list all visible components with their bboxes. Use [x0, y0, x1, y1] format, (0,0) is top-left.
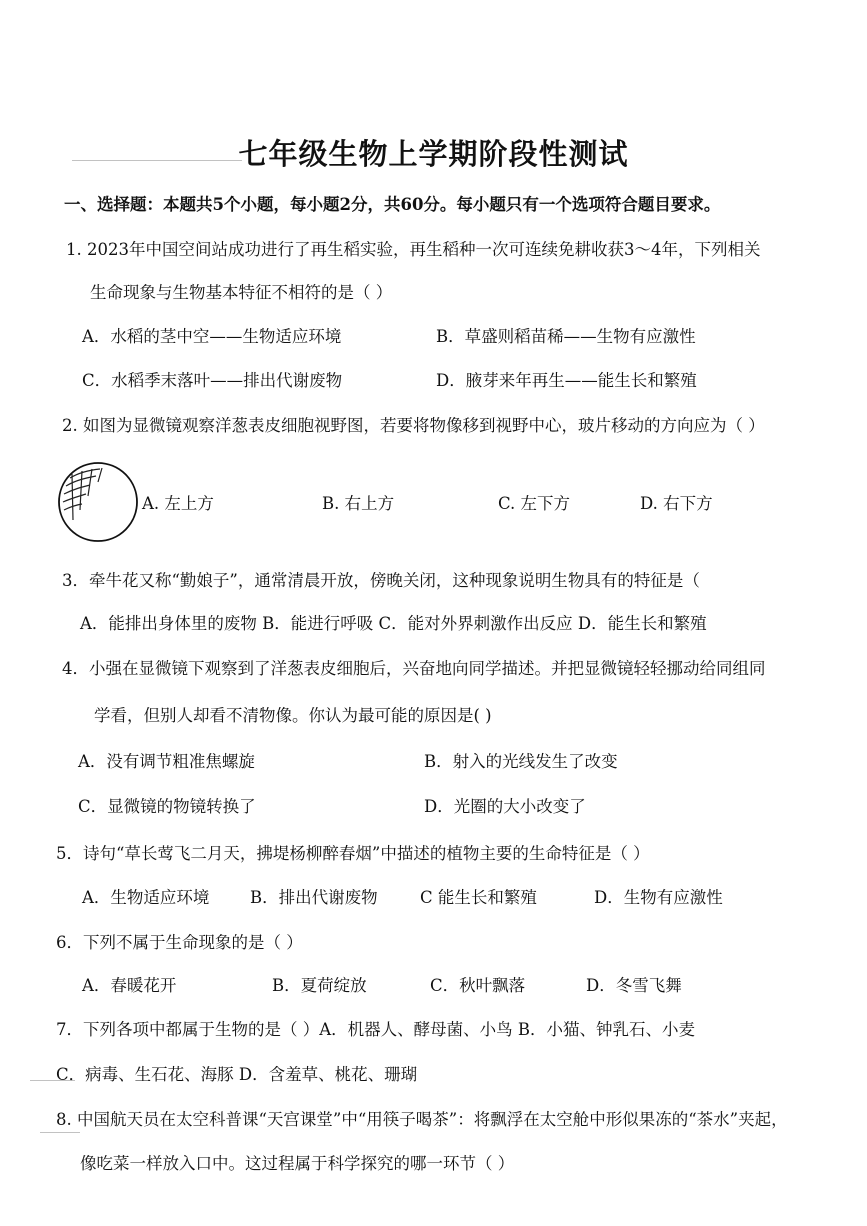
microscope-field-figure — [56, 460, 140, 544]
question-4-option-c: C．显微镜的物镜转换了 — [78, 797, 256, 816]
question-1-option-d: D．腋芽来年再生——能生长和繁殖 — [436, 371, 697, 390]
question-3-stem: 3．牵牛花又称“勤娘子”，通常清晨开放，傍晚关闭，这种现象说明生物具有的特征是（ — [62, 571, 700, 590]
question-1-stem-cont: 生命现象与生物基本特征不相符的是（ ） — [90, 283, 393, 302]
question-6-option-b: B．夏荷绽放 — [272, 976, 367, 995]
question-3-options: A．能排出身体里的废物 B．能进行呼吸 C．能对外界刺激作出反应 D．能生长和繁殖 — [80, 614, 707, 633]
question-4-stem-cont: 学看，但别人却看不清物像。你认为最可能的原因是( ) — [94, 706, 492, 725]
scan-artifact — [40, 1132, 80, 1133]
question-7-options-cont: C．病毒、生石花、海豚 D．含羞草、桃花、珊瑚 — [56, 1065, 418, 1084]
question-5-option-a: A．生物适应环境 — [82, 888, 210, 907]
question-1-option-c: C．水稻季末落叶——排出代谢废物 — [82, 371, 343, 390]
question-6-stem: 6．下列不属于生命现象的是（ ） — [56, 933, 303, 952]
question-4-option-d: D．光圈的大小改变了 — [424, 797, 586, 816]
question-2-option-b: B. 右上方 — [322, 494, 395, 513]
question-5-option-c: C 能生长和繁殖 — [420, 888, 537, 907]
question-2-option-a: A. 左上方 — [142, 494, 214, 513]
question-5-stem: 5．诗句“草长莺飞二月天，拂堤杨柳醉春烟”中描述的植物主要的生命特征是（ ） — [56, 844, 650, 863]
question-2-option-c: C. 左下方 — [498, 494, 571, 513]
question-7-stem: 7．下列各项中都属于生物的是（ ）A．机器人、酵母菌、小鸟 B．小猫、钟乳石、小麦 — [56, 1020, 696, 1039]
question-5-option-d: D．生物有应激性 — [594, 888, 723, 907]
question-6-option-c: C．秋叶飘落 — [430, 976, 526, 995]
question-4-stem: 4．小强在显微镜下观察到了洋葱表皮细胞后，兴奋地向同学描述。并把显微镜轻轻挪动给同组同 — [62, 659, 766, 678]
question-6-option-a: A．春暖花开 — [82, 976, 177, 995]
question-6-option-d: D．冬雪飞舞 — [586, 976, 682, 995]
question-8-stem-cont: 像吃菜一样放入口中。这过程属于科学探究的哪一环节（ ） — [80, 1154, 515, 1173]
question-1-option-a: A．水稻的茎中空——生物适应环境 — [82, 327, 342, 346]
section-heading: 一、选择题：本题共5个小题，每小题2分，共60分。每小题只有一个选项符合题目要求。 — [64, 195, 721, 214]
question-5-option-b: B．排出代谢废物 — [250, 888, 378, 907]
question-2-option-d: D. 右下方 — [640, 494, 713, 513]
question-2-stem: 2. 如图为显微镜观察洋葱表皮细胞视野图，若要将物像移到视野中心，玻片移动的方向应为（ ） — [62, 416, 765, 435]
question-4-option-b: B．射入的光线发生了改变 — [424, 752, 618, 771]
question-1-option-b: B．草盛则稻苗稀——生物有应激性 — [436, 327, 696, 346]
question-8-stem: 8. 中国航天员在太空科普课“天宫课堂”中“用筷子喝茶”：将飘浮在太空舱中形似果冻的“茶水”夹起， — [56, 1110, 788, 1129]
question-4-option-a: A．没有调节粗准焦螺旋 — [78, 752, 255, 771]
page-title: 七年级生物上学期阶段性测试 — [238, 137, 629, 171]
question-1-stem: 1. 2023年中国空间站成功进行了再生稻实验，再生稻种一次可连续免耕收获3～4年，下列相关 — [66, 240, 761, 259]
